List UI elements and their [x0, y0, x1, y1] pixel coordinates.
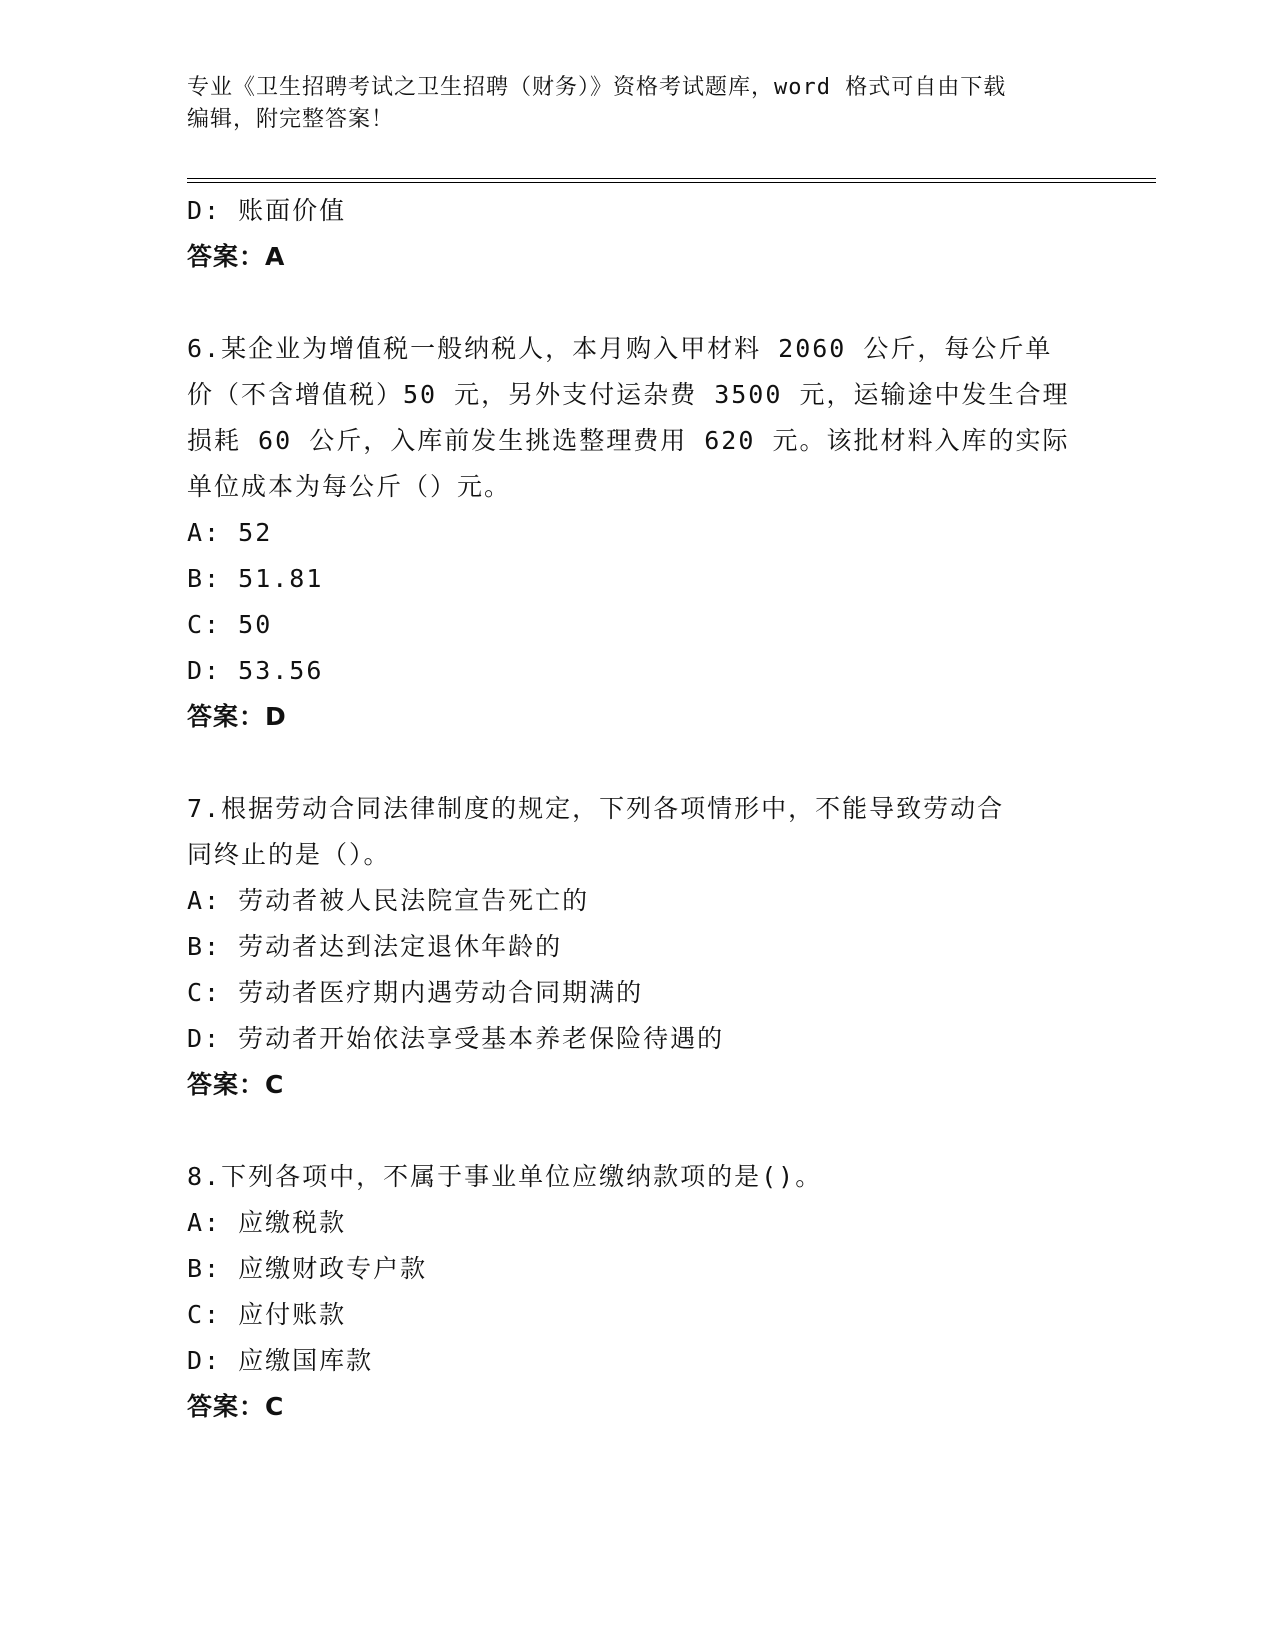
- q6-option-b: B: 51.81: [187, 564, 324, 593]
- q8-answer: 答案：C: [187, 1392, 285, 1421]
- q7-option-b: B: 劳动者达到法定退休年龄的: [187, 932, 563, 961]
- q7-answer: 答案：C: [187, 1070, 285, 1099]
- header-line-2: 编辑，附完整答案！: [187, 107, 395, 132]
- q7-stem-line: 7.根据劳动合同法律制度的规定，下列各项情形中，不能导致劳动合: [187, 794, 1005, 823]
- question-spacer: [187, 280, 1087, 326]
- q8-option-a: A: 应缴税款: [187, 1208, 347, 1237]
- question-spacer: [187, 740, 1087, 786]
- q7-option-a: A: 劳动者被人民法院宣告死亡的: [187, 886, 590, 915]
- q8-option-d: D: 应缴国库款: [187, 1346, 374, 1375]
- question-spacer: [187, 1108, 1087, 1154]
- q8-stem-line: 8.下列各项中，不属于事业单位应缴纳款项的是()。: [187, 1162, 823, 1191]
- q7-option-c: C: 劳动者医疗期内遇劳动合同期满的: [187, 978, 644, 1007]
- q6-option-c: C: 50: [187, 610, 273, 639]
- q5-option-d: D: 账面价值: [187, 196, 347, 225]
- q7-option-d: D: 劳动者开始依法享受基本养老保险待遇的: [187, 1024, 725, 1053]
- header-divider-top: [187, 178, 1156, 179]
- q5-answer: 答案：A: [187, 242, 286, 271]
- q6-answer: 答案：D: [187, 702, 287, 731]
- q6-option-a: A: 52: [187, 518, 273, 547]
- header-line-1: 专业《卫生招聘考试之卫生招聘（财务）》资格考试题库，word 格式可自由下载: [187, 75, 1007, 100]
- q7-stem-line: 同终止的是（）。: [187, 840, 391, 869]
- q6-stem-line: 6.某企业为增值税一般纳税人，本月购入甲材料 2060 公斤，每公斤单: [187, 334, 1053, 363]
- q6-option-d: D: 53.56: [187, 656, 324, 685]
- document-header: [187, 72, 1087, 136]
- q8-option-c: C: 应付账款: [187, 1300, 347, 1329]
- q6-stem-line: 损耗 60 公斤，入库前发生挑选整理费用 620 元。该批材料入库的实际: [187, 426, 1070, 455]
- question-list: [187, 188, 1087, 1430]
- q6-stem-line: 单位成本为每公斤（）元。: [187, 472, 512, 501]
- q8-option-b: B: 应缴财政专户款: [187, 1254, 428, 1283]
- q6-stem-line: 价（不含增值税）50 元，另外支付运杂费 3500 元，运输途中发生合理: [187, 380, 1070, 409]
- header-divider-bottom: [187, 182, 1156, 183]
